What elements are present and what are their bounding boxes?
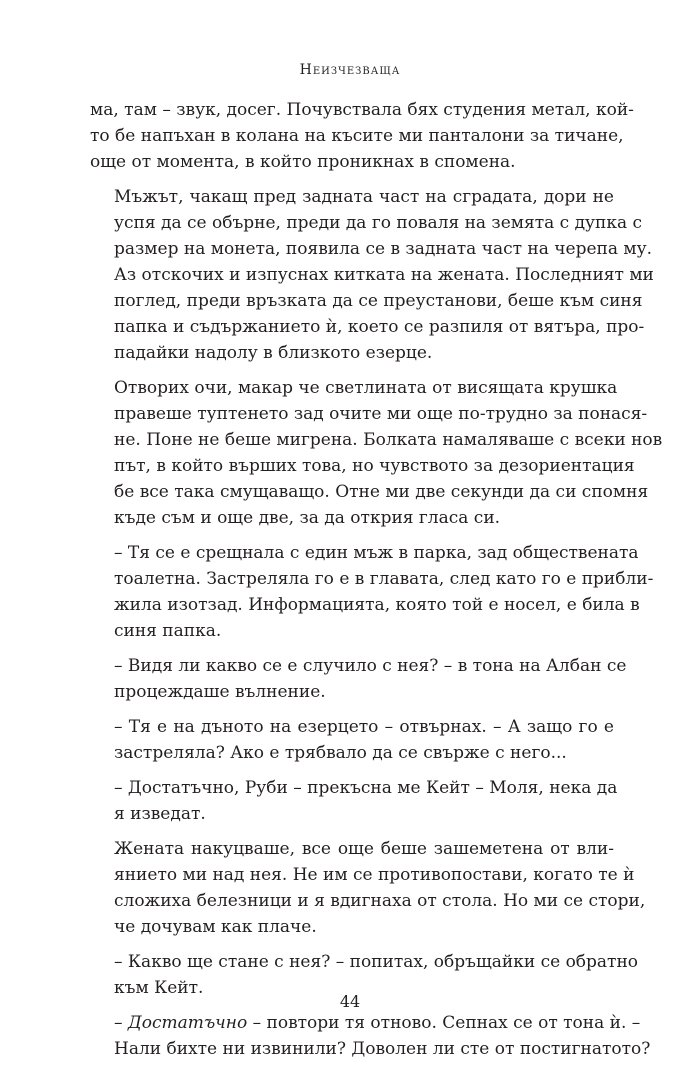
paragraph xyxy=(90,836,646,940)
paragraph xyxy=(90,375,663,531)
text-line: път, в който върших това, но чувството за дезориентация xyxy=(114,456,635,476)
paragraph xyxy=(90,184,654,366)
text-line: – Видя ли какво се е случило с нея? – в тона на Албан се xyxy=(114,656,627,676)
text-line: Жената накуцваше, все още беше зашеметена от вли- xyxy=(114,839,614,859)
text-line: падайки надолу в близкото езерце. xyxy=(114,343,433,363)
text-line: Отворих очи, макар че светлината от висящата крушка xyxy=(114,378,618,398)
text-line: към Кейт. xyxy=(114,978,204,998)
text-line: Нали бихте ни извинили? Доволен ли сте от постигнатото? xyxy=(114,1039,651,1059)
text-line: – Какво ще стане с нея? – попитах, обръщайки се обратно xyxy=(114,952,639,972)
line-text: – повтори тя отново. Сепнах се от тона ѝ. – xyxy=(247,1013,641,1033)
running-head: Неизчезваща xyxy=(299,62,401,78)
page-number: 44 xyxy=(339,992,361,1011)
text-line: процеждаше вълнение. xyxy=(114,682,326,702)
text-line: бе все така смущаващо. Отне ми две секунди да си спомня xyxy=(114,482,649,502)
paragraph xyxy=(90,775,618,827)
italic-emphasis: – Достатъчно xyxy=(114,1013,248,1033)
text-line: сложиха белезници и я вдигнаха от стола. Но ми се стори, xyxy=(114,891,646,911)
text-line: Мъжът, чакащ пред задната част на сградата, дори не xyxy=(114,187,614,207)
paragraph xyxy=(90,97,634,175)
text-line: – Тя се е срещнала с един мъж в парка, зад обществената xyxy=(114,543,639,563)
text-line: размер на монета, появила се в задната част на черепа му. xyxy=(114,239,653,259)
text-line: то бе напъхан в колана на късите ми панталони за тичане, xyxy=(90,126,624,146)
text-line: папка и съдържанието ѝ, което се разпиля от вятъра, про- xyxy=(114,317,645,337)
text-line: успя да се обърне, преди да го поваля на земята с дупка с xyxy=(114,213,643,233)
text-line: – Достатъчно, Руби – прекъсна ме Кейт – Моля, нека да xyxy=(114,778,618,798)
text-line: къде съм и още две, за да открия гласа си. xyxy=(114,508,501,528)
text-line: – Тя е на дъното на езерцето – отвърнах. – А защо го е xyxy=(114,717,614,737)
body-text xyxy=(90,97,663,1071)
paragraph xyxy=(90,714,614,766)
text-line: поглед, преди връзката да се преустанови, беше към синя xyxy=(114,291,643,311)
text-line xyxy=(90,1010,641,1036)
paragraph xyxy=(90,653,627,705)
text-line: че дочувам как плаче. xyxy=(114,917,317,937)
text-line: Аз отскочих и изпуснах китката на жената. Последният ми xyxy=(114,265,654,285)
paragraph xyxy=(90,1010,651,1062)
paragraph-list xyxy=(90,97,663,1001)
text-line: правеше туптенето зад очите ми още по-трудно за понася- xyxy=(114,404,648,424)
text-line: синя папка. xyxy=(114,621,222,641)
text-line: я изведат. xyxy=(114,804,206,824)
text-line: не. Поне не беше мигрена. Болката намаляваше с всеки нов xyxy=(114,430,663,450)
paragraph xyxy=(90,540,654,644)
text-line: жила изотзад. Информацията, която той е носел, е била в xyxy=(114,595,640,615)
text-line: още от момента, в който проникнах в спомена. xyxy=(90,152,516,172)
text-line: застреляла? Ако е трябвало да се свърже с него... xyxy=(114,743,567,763)
text-line: тоалетна. Застреляла го е в главата, след като го е прибли- xyxy=(114,569,654,589)
text-line: ма, там – звук, досег. Почувствала бях студения метал, кой- xyxy=(90,100,634,120)
text-line: янието ми над нея. Не им се противопостави, когато те ѝ xyxy=(114,865,635,885)
